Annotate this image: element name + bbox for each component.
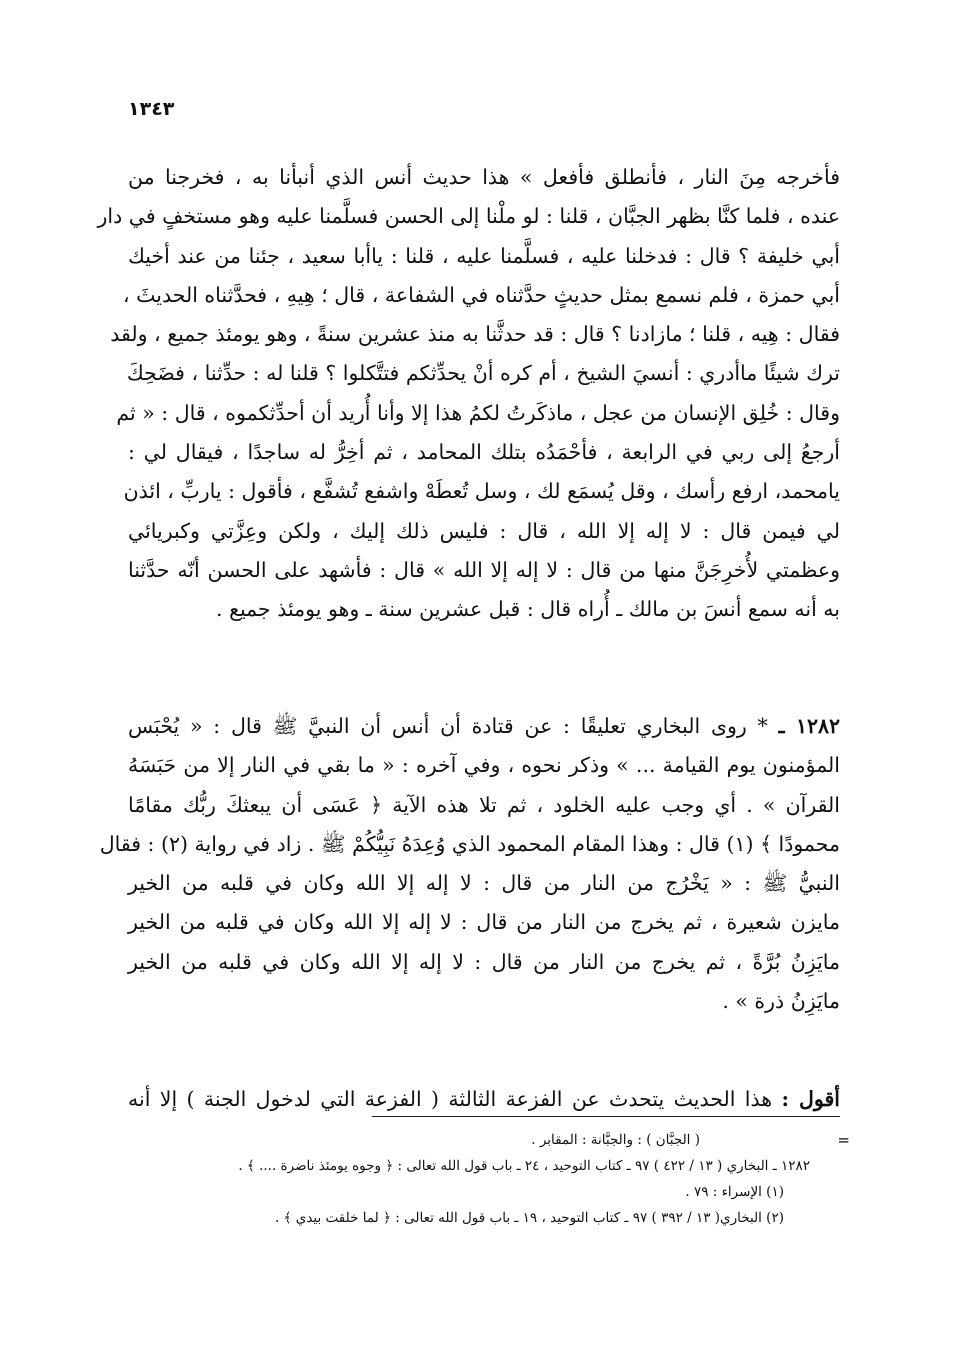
text-line: مايَزِنُ بُرَّةً ، ثم يخرج من النار من قال : لا إله إلا الله وكان في قلبه من الخير bbox=[128, 949, 840, 974]
text-line bbox=[128, 1080, 840, 1119]
paragraph-commentary bbox=[128, 1080, 840, 1119]
continuation-mark: = bbox=[837, 1131, 850, 1149]
text-line: فقال : هِيه ، قلنا ؛ مازادنا ؟ قال : قد حدثَّنا به منذ عشرين سنةً ، وهو يومئذ جميع ، ولقد bbox=[110, 322, 840, 347]
footnote-item: (١) الإسراء : ٧٩ . bbox=[685, 1184, 784, 1200]
footnote-item: ١٢٨٢ ـ البخاري ( ١٣ / ٤٢٢ ) ٩٧ ـ كتاب التوحيد ، ٢٤ ـ باب قول الله تعالى : ﴿ وجوه يومئذ ناضرة .... ﴾ . bbox=[238, 1158, 810, 1174]
text-line: النبيُّ ﷺ : « يَخْرُج من النار من قال : لا إله إلا الله وكان في قلبه من الخير bbox=[128, 871, 840, 896]
text-line: أرجعُ إلى ربي في الرابعة ، فأحْمَدُه بتلك المحامد ، ثم أخِرُّ له ساجدًا ، فيقال لي : bbox=[128, 440, 840, 465]
text-line: به أنه سمع أنسَ بن مالك ـ أُراه قال : قبل عشرين سنة ـ وهو يومئذ جميع . bbox=[216, 597, 840, 622]
footnote-item: (٢) البخاري( ١٣ / ٣٩٢ ) ٩٧ ـ كتاب التوحيد ، ١٩ ـ باب قول الله تعالى : ﴿ لما خلقت بيدي ﴾ . bbox=[274, 1210, 784, 1226]
paragraph-hadith-1282 bbox=[99, 707, 840, 1021]
text-line: عنده ، فلما كنَّا بظهر الجبَّان ، قلنا : لو ملْنا إلى الحسن فسلَّمنا عليه وهو مستخفٍ في دار bbox=[97, 204, 840, 229]
text-line-first bbox=[128, 707, 840, 746]
text-line: أبي خليفة ؟ قال : فدخلنا عليه ، فسلَّمنا عليه ، قلنا : ياأبا سعيد ، جئنا من عند أخيك bbox=[128, 243, 840, 268]
footnote-item: ( الجبَّان ) : والجبَّانة : المقابر . bbox=[531, 1132, 700, 1148]
text-line: مايَزِنُ ذرة » . bbox=[722, 989, 840, 1014]
page-number: ١٣٤٣ bbox=[128, 98, 175, 120]
text-line: محمودًا ﴾ (١) قال : وهذا المقام المحمود الذي وُعِدَهُ نَبِيُّكُمْ ﷺ . زاد في رواية (٢) : فقال bbox=[99, 831, 840, 856]
commentary-lead: أقول : bbox=[781, 1087, 840, 1111]
text-line: أبي حمزة ، فلم نسمع بمثل حديثٍ حدَّثناه في الشفاعة ، قال ؛ هِيهِ ، فحدَّثناه الحديثَ ، bbox=[123, 282, 840, 307]
text-line: يامحمد، ارفع رأسك ، وقل يُسمَع لك ، وسل تُعطَهْ واشفع تُشفَّع ، فأقول : ياربِّ ، ائذن bbox=[123, 479, 840, 504]
text-line-content: هذا الحديث يتحدث عن الفزعة الثالثة ( الفزعة التي لدخول الجنة ) إلا أنه bbox=[128, 1087, 773, 1111]
paragraph-hadith-continuation bbox=[97, 158, 840, 630]
text-line: ترك شيئًا ماأدري : أنسيَ الشيخ ، أم كره أنْ يحدِّثكم فتتَّكلوا ؟ قلنا له : حدِّثنا ، فضَحِكَ bbox=[126, 361, 840, 386]
text-line: القرآن » . أي وجب عليه الخلود ، ثم تلا هذه الآية ﴿ عَسَى أن يبعثكَ ربُّك مقامًا bbox=[128, 792, 840, 817]
text-line: مايزن شعيرة ، ثم يخرج من النار من قال : لا إله إلا الله وكان في قلبه من الخير bbox=[128, 910, 840, 935]
text-line: لي فيمن قال : لا إله إلا الله ، قال : فليس ذلك إليك ، ولكن وعِزَّتي وكبريائي bbox=[128, 518, 840, 543]
footnotes bbox=[128, 1127, 850, 1231]
text-line: وقال : خُلِق الإنسان من عجل ، ماذكَرتُ لكمُ هذا إلا وأنا أُريد أن أحدِّثكموه ، قال : « ثم bbox=[116, 400, 840, 425]
text-line: وعظمتي لأُخرِجَنَّ منها من قال : لا إله إلا الله » قال : فأشهد على الحسن أنّه حدَّثنا bbox=[128, 557, 840, 582]
footnote-divider bbox=[372, 1116, 840, 1117]
text-line: فأخرجه مِنَ النار ، فأنطلق فأفعل » هذا حديث أنس الذي أنبأنا به ، فخرجنا من bbox=[128, 165, 840, 189]
text-line: المؤمنون يوم القيامة ... » وذكر نحوه ، وفي آخره : « ما بقي في النار إلا من حَبَسَهُ bbox=[128, 753, 840, 778]
hadith-number: ١٢٨٢ ـ bbox=[778, 714, 840, 738]
text-line-content: * روى البخاري تعليقًا : عن قتادة أن أنس أن النبيَّ ﷺ قال : « يُحْبَس bbox=[128, 714, 768, 738]
